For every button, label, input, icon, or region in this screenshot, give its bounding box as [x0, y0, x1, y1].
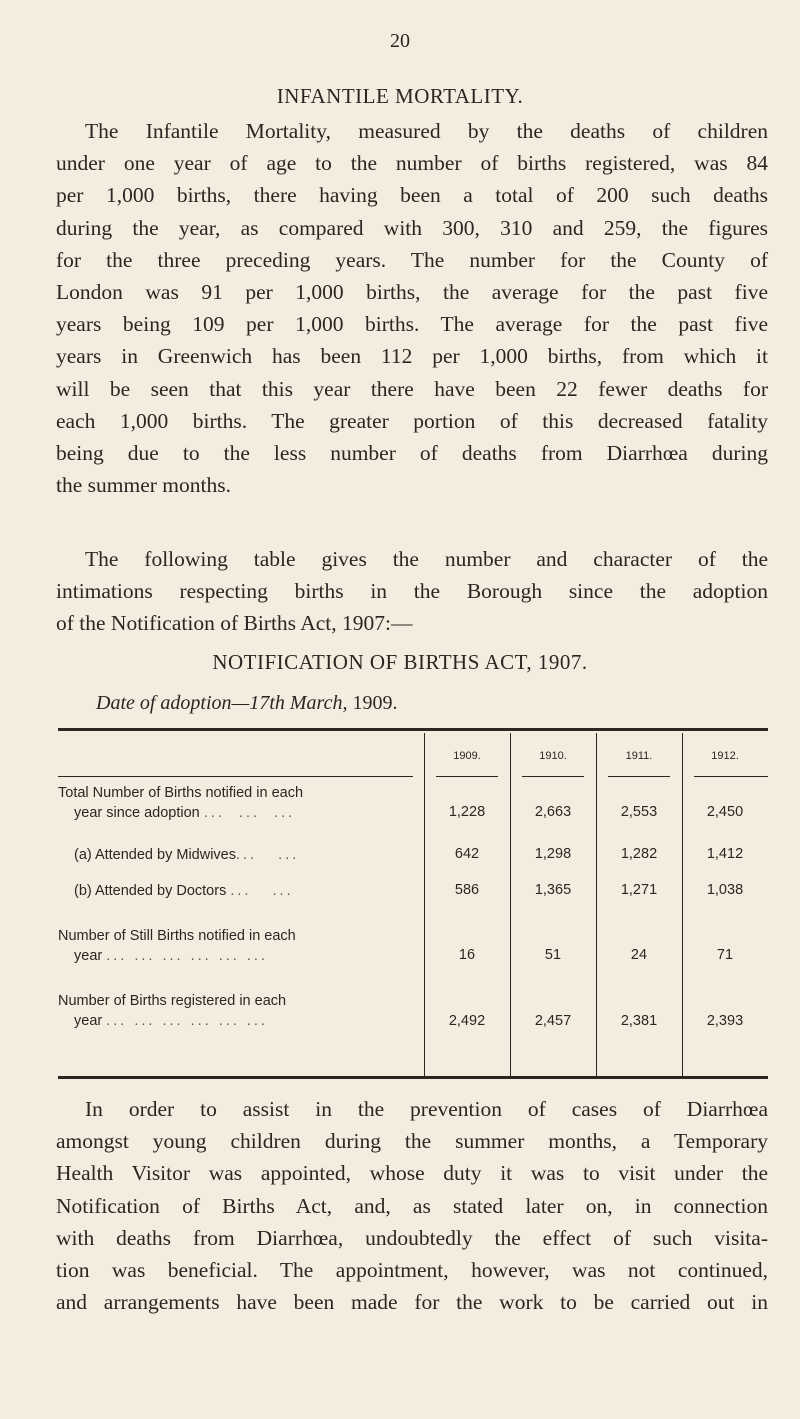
text-line: the summer months.	[56, 473, 231, 498]
text-line: will be seen that this year there have been 22 fewer deaths for	[56, 376, 768, 401]
table-cell: 586	[454, 882, 480, 898]
table-cell: 2,553	[620, 804, 658, 820]
table-cell: 1,228	[448, 804, 486, 820]
paragraph-mortality	[56, 115, 768, 501]
adoption-label: Date of adoption—17th March,	[96, 692, 348, 714]
column-header-1911: 1911.	[625, 750, 653, 762]
header-underline	[58, 776, 413, 777]
text-line: intimations respecting births in the Borough since the adoption	[56, 579, 768, 604]
row-label-total-notified: Total Number of Births notified in each year since adoption ... ... ...	[58, 783, 408, 823]
text-line: per 1,000 births, there having been a total of 200 such deaths	[56, 183, 768, 208]
paragraph-table-intro	[56, 543, 768, 640]
row-label-doctors: (b) Attended by Doctors ... ...	[74, 883, 294, 899]
row-label-line: Number of Births registered in each	[58, 993, 287, 1009]
column-header-1909: 1909.	[453, 750, 481, 762]
text-line: years being 109 per 1,000 births. The average for the past five	[56, 312, 768, 337]
table-cell: 1,365	[534, 882, 572, 898]
row-label-line: (a) Attended by Midwives	[74, 847, 236, 863]
births-notification-table	[58, 726, 768, 1088]
table-cell: 2,393	[706, 1013, 744, 1029]
table-cell: 2,663	[534, 804, 572, 820]
text-line: Notification of Births Act, and, as stated later on, in connection	[56, 1193, 768, 1218]
table-cell: 1,271	[620, 882, 658, 898]
table-cell: 2,492	[448, 1013, 486, 1029]
text-line: under one year of age to the number of births registered, was 84	[56, 151, 768, 176]
text-line: being due to the less number of deaths from Diarrhœa during	[56, 441, 768, 466]
table-cell: 1,412	[706, 846, 744, 862]
table-cell: 16	[458, 947, 476, 963]
page-number: 20	[390, 30, 410, 52]
header-underline	[436, 776, 498, 777]
table-cell: 1,038	[706, 882, 744, 898]
column-header-1912: 1912.	[711, 750, 739, 762]
text-line: amongst young children during the summer months, a Temporary	[56, 1129, 768, 1154]
adoption-year: 1909.	[352, 692, 398, 714]
row-label-registered: Number of Births registered in each year ... ... ... ... ... ...	[58, 991, 408, 1031]
column-header-1910: 1910.	[539, 750, 567, 762]
table-cell: 2,457	[534, 1013, 572, 1029]
text-line: years in Greenwich has been 112 per 1,000 births, from which it	[56, 344, 768, 369]
row-label-line: (b) Attended by Doctors	[74, 883, 227, 899]
text-line: and arrangements have been made for the work to be carried out in	[56, 1290, 768, 1315]
page-title: INFANTILE MORTALITY.	[276, 84, 524, 108]
text-line: of the Notification of Births Act, 1907:—	[56, 611, 413, 636]
text-line: Health Visitor was appointed, whose duty it was to visit under the	[56, 1161, 768, 1186]
row-label-line: year	[74, 948, 103, 964]
row-label-line: year since adoption	[74, 805, 200, 821]
table-top-rule	[58, 728, 768, 731]
table-title: NOTIFICATION OF BIRTHS ACT, 1907.	[212, 650, 588, 674]
table-bottom-rule	[58, 1076, 768, 1079]
row-label-line: year	[74, 1013, 103, 1029]
row-label-midwives: (a) Attended by Midwives... ...	[74, 847, 300, 863]
text-line: with deaths from Diarrhœa, undoubtedly the effect of such visita-	[56, 1225, 768, 1250]
text-line: during the year, as compared with 300, 310 and 259, the figures	[56, 215, 768, 240]
row-label-line: Total Number of Births notified in each	[58, 785, 304, 801]
text-line: for the three preceding years. The number for the County of	[56, 247, 768, 272]
row-label-still-births: Number of Still Births notified in each year ... ... ... ... ... ...	[58, 926, 408, 966]
row-label-line: Number of Still Births notified in each	[58, 928, 296, 944]
table-cell: 2,381	[620, 1013, 658, 1029]
text-line: each 1,000 births. The greater portion of this decreased fatality	[56, 408, 768, 433]
table-cell: 1,298	[534, 846, 572, 862]
table-cell: 1,282	[620, 846, 658, 862]
table-cell: 71	[716, 947, 734, 963]
text-line: In order to assist in the prevention of cases of Diarrhœa	[85, 1097, 768, 1121]
header-underline	[522, 776, 584, 777]
table-cell: 2,450	[706, 804, 744, 820]
header-underline	[694, 776, 768, 777]
text-line: London was 91 per 1,000 births, the average for the past five	[56, 280, 768, 305]
header-underline	[608, 776, 670, 777]
table-cell: 51	[544, 947, 562, 963]
text-line: The following table gives the number and character of the	[85, 547, 768, 571]
adoption-date	[96, 692, 397, 715]
text-line: The Infantile Mortality, measured by the deaths of children	[85, 119, 768, 143]
paragraph-health-visitor	[56, 1093, 768, 1318]
table-cell: 24	[630, 947, 648, 963]
table-cell: 642	[454, 846, 480, 862]
text-line: tion was beneficial. The appointment, however, was not continued,	[56, 1258, 768, 1283]
